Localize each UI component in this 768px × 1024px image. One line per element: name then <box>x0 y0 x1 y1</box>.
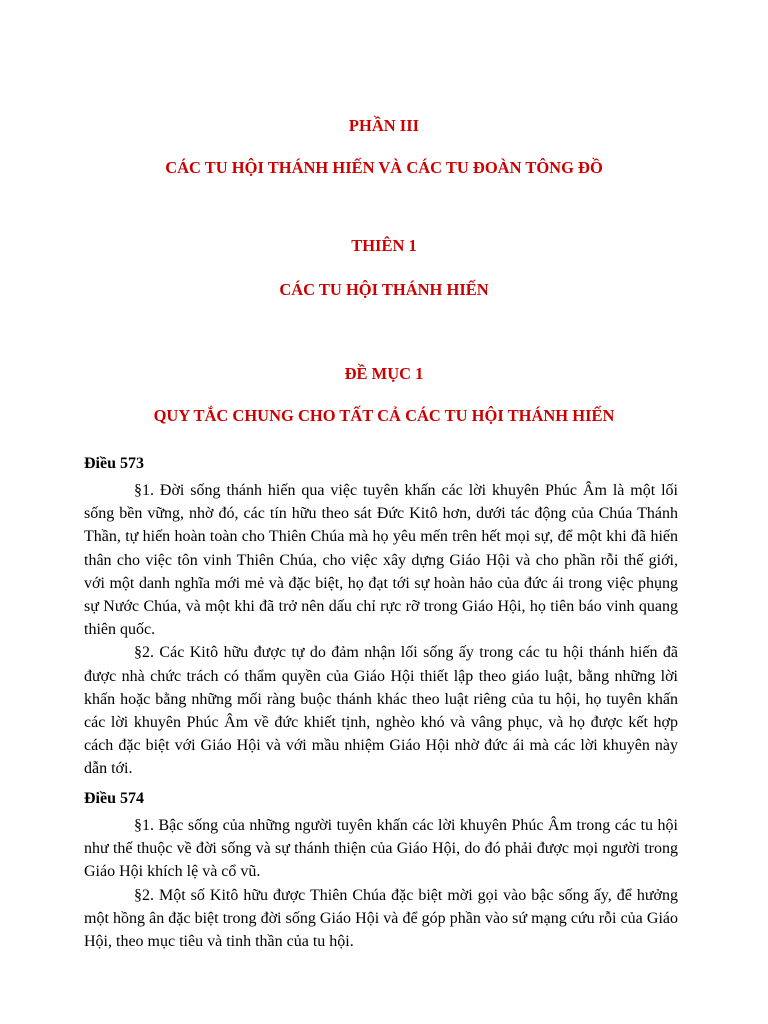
article-paragraph: §2. Một số Kitô hữu được Thiên Chúa đặc biệt mời gọi vào bậc sống ấy, để hưởng một hồng ân đặc biệt trong đời sống Giáo Hội và để góp phần vào sứ mạng cứu rỗi của Giáo Hội, theo mục tiêu và tinh thần của tu hội. <box>84 886 678 951</box>
article-paragraph: §2. Các Kitô hữu được tự do đảm nhận lối sống ấy trong các tu hội thánh hiến đã được nhà chức trách có thẩm quyền của Giáo Hội thiết lập theo giáo luật, bằng những lời khấn hoặc bằng những mối ràng buộc thánh khác theo luật riêng của tu hội, họ tuyên khấn các lời khuyên Phúc Âm về đức khiết tịnh, nghèo khó và vâng phục, và họ được kết hợp cách đặc biệt với Giáo Hội và với mầu nhiệm Giáo Hội nhờ đức ái mà các lời khuyên này dẫn tới. <box>84 644 678 778</box>
article-573 <box>84 454 678 781</box>
article-paragraph: §1. Bậc sống của những người tuyên khấn các lời khuyên Phúc Âm trong các tu hội như thế thuộc về đời sống và sự thánh thiện của Giáo Hội, do đó phải được mọi người trong Giáo Hội khích lệ và cổ vũ. <box>84 817 678 881</box>
title-heading: ĐỀ MỤC 1 <box>344 364 424 383</box>
title-name: QUY TẮC CHUNG CHO TẤT CẢ CÁC TU HỘI THÁNH HIẾN <box>153 406 615 425</box>
section-title: CÁC TU HỘI THÁNH HIẾN <box>279 280 489 299</box>
part-heading: PHẦN III <box>348 116 420 135</box>
article-paragraph: §1. Đời sống thánh hiến qua việc tuyên khấn các lời khuyên Phúc Âm là một lối sống bền vững, nhờ đó, các tín hữu theo sát Đức Kitô hơn, dưới tác động của Chúa Thánh Thần, tự hiến hoàn toàn cho Thiên Chúa mà họ yêu mến trên hết mọi sự, để một khi đã hiến thân cho việc tôn vinh Thiên Chúa, cho việc xây dựng Giáo Hội và cho phần rỗi thế giới, với một danh nghĩa mới mẻ và đặc biệt, họ đạt tới sự hoàn hảo của đức ái trong việc phụng sự Nước Chúa, và một khi đã trở nên dấu chỉ rực rỡ trong Giáo Hội, họ tiên báo vinh quang thiên quốc. <box>84 482 678 639</box>
article-title: Điều 574 <box>84 790 144 807</box>
section-heading: THIÊN 1 <box>351 236 417 255</box>
article-title: Điều 573 <box>84 455 144 472</box>
part-title: CÁC TU HỘI THÁNH HIẾN VÀ CÁC TU ĐOÀN TÔNG ĐỒ <box>165 158 603 177</box>
article-574 <box>84 789 678 953</box>
